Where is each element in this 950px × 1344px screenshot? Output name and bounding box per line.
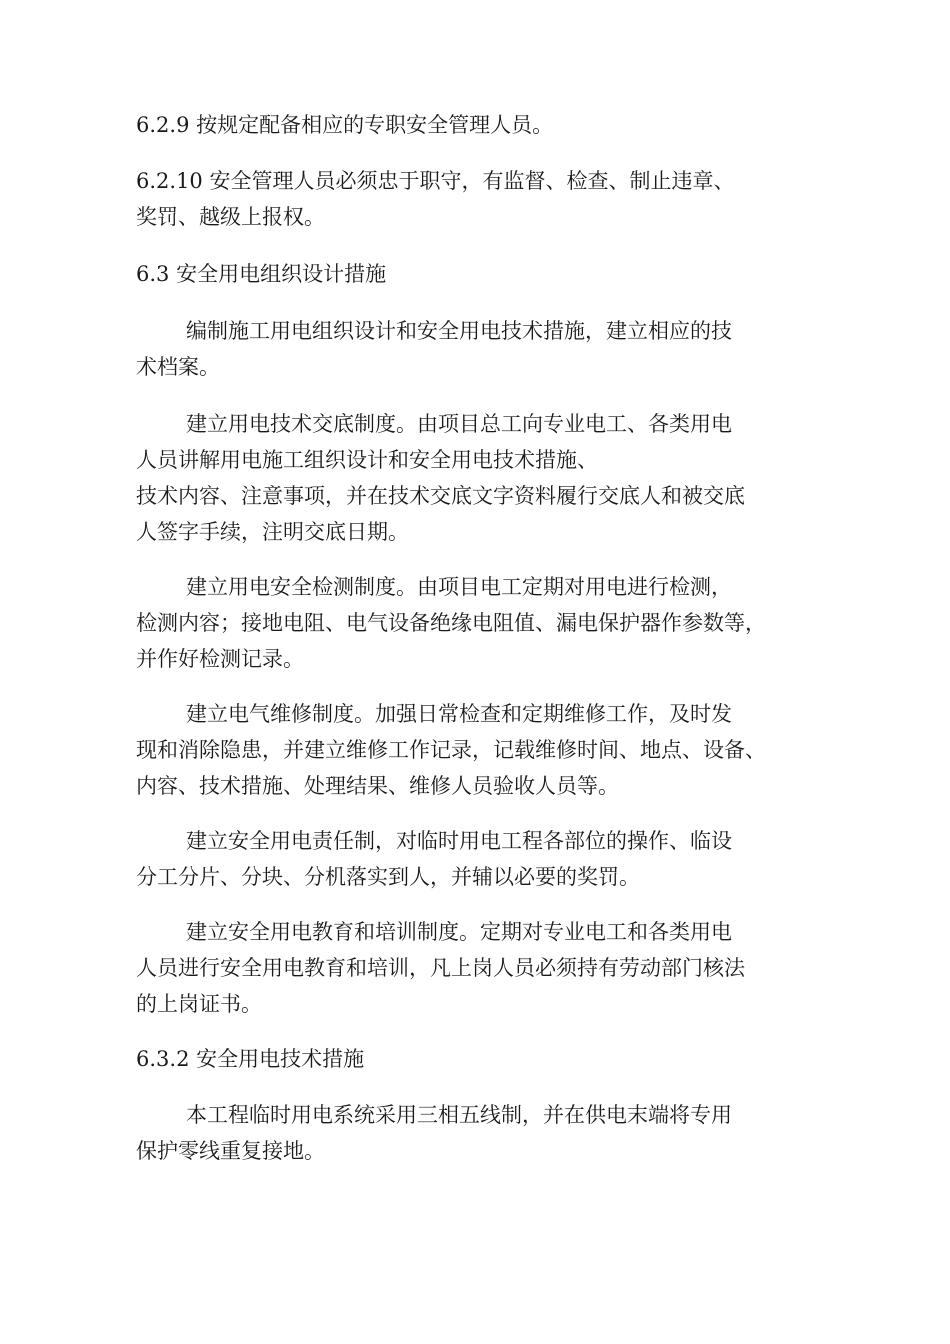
paragraph-line: 并作好检测记录。 [136, 647, 304, 671]
paragraph-line: 奖罚、越级上报权。 [136, 205, 325, 229]
paragraph-line: 人员讲解用电施工组织设计和安全用电技术措施、 [136, 448, 598, 472]
paragraph-line: 保护零线重复接地。 [136, 1139, 325, 1163]
paragraph-maintenance [136, 696, 836, 804]
paragraph-line: 现和消除隐患，并建立维修工作记录，记载维修时间、地点、设备、 [136, 738, 766, 762]
paragraph-line: 内容、技术措施、处理结果、维修人员验收人员等。 [136, 774, 619, 798]
paragraph-line: 技术内容、注意事项，并在技术交底文字资料履行交底人和被交底 [136, 484, 745, 508]
paragraph-line: 人签字手续，注明交底日期。 [136, 520, 409, 544]
heading-line: 6.3.2 安全用电技术措施 [136, 1047, 365, 1071]
paragraph-organization-design [136, 313, 836, 385]
paragraph-five-wire-system [136, 1097, 836, 1169]
paragraph-line: 6.2.9 按规定配备相应的专职安全管理人员。 [136, 113, 554, 137]
paragraph-line: 人员进行安全用电教育和培训，凡上岗人员必须持有劳动部门核法 [136, 956, 745, 980]
clause-6-2-9 [136, 107, 836, 143]
paragraph-line: 分工分片、分块、分机落实到人，并辅以必要的奖罚。 [136, 865, 640, 889]
paragraph-line: 建立用电技术交底制度。由项目总工向专业电工、各类用电 [186, 412, 732, 436]
paragraph-responsibility [136, 823, 836, 895]
section-heading-6-3-2 [136, 1041, 836, 1077]
paragraph-line: 建立安全用电责任制，对临时用电工程各部位的操作、临设 [186, 829, 732, 853]
paragraph-safety-inspection [136, 569, 836, 677]
paragraph-line: 编制施工用电组织设计和安全用电技术措施，建立相应的技 [186, 319, 732, 343]
paragraph-training [136, 914, 836, 1022]
clause-6-2-10 [136, 163, 836, 235]
paragraph-line: 本工程临时用电系统采用三相五线制，并在供电末端将专用 [186, 1103, 732, 1127]
paragraph-line: 检测内容；接地电阻、电气设备绝缘电阻值、漏电保护器作参数等， [136, 611, 766, 635]
section-heading-6-3 [136, 256, 836, 292]
heading-line: 6.3 安全用电组织设计措施 [136, 262, 387, 286]
paragraph-line: 建立用电安全检测制度。由项目电工定期对用电进行检测， [186, 575, 732, 599]
paragraph-line: 建立电气维修制度。加强日常检查和定期维修工作，及时发 [186, 702, 732, 726]
paragraph-line: 6.2.10 安全管理人员必须忠于职守，有监督、检查、制止违章、 [136, 169, 735, 193]
paragraph-line: 的上岗证书。 [136, 992, 262, 1016]
paragraph-line: 术档案。 [136, 355, 220, 379]
paragraph-technical-briefing [136, 406, 836, 550]
paragraph-line: 建立安全用电教育和培训制度。定期对专业电工和各类用电 [186, 920, 732, 944]
